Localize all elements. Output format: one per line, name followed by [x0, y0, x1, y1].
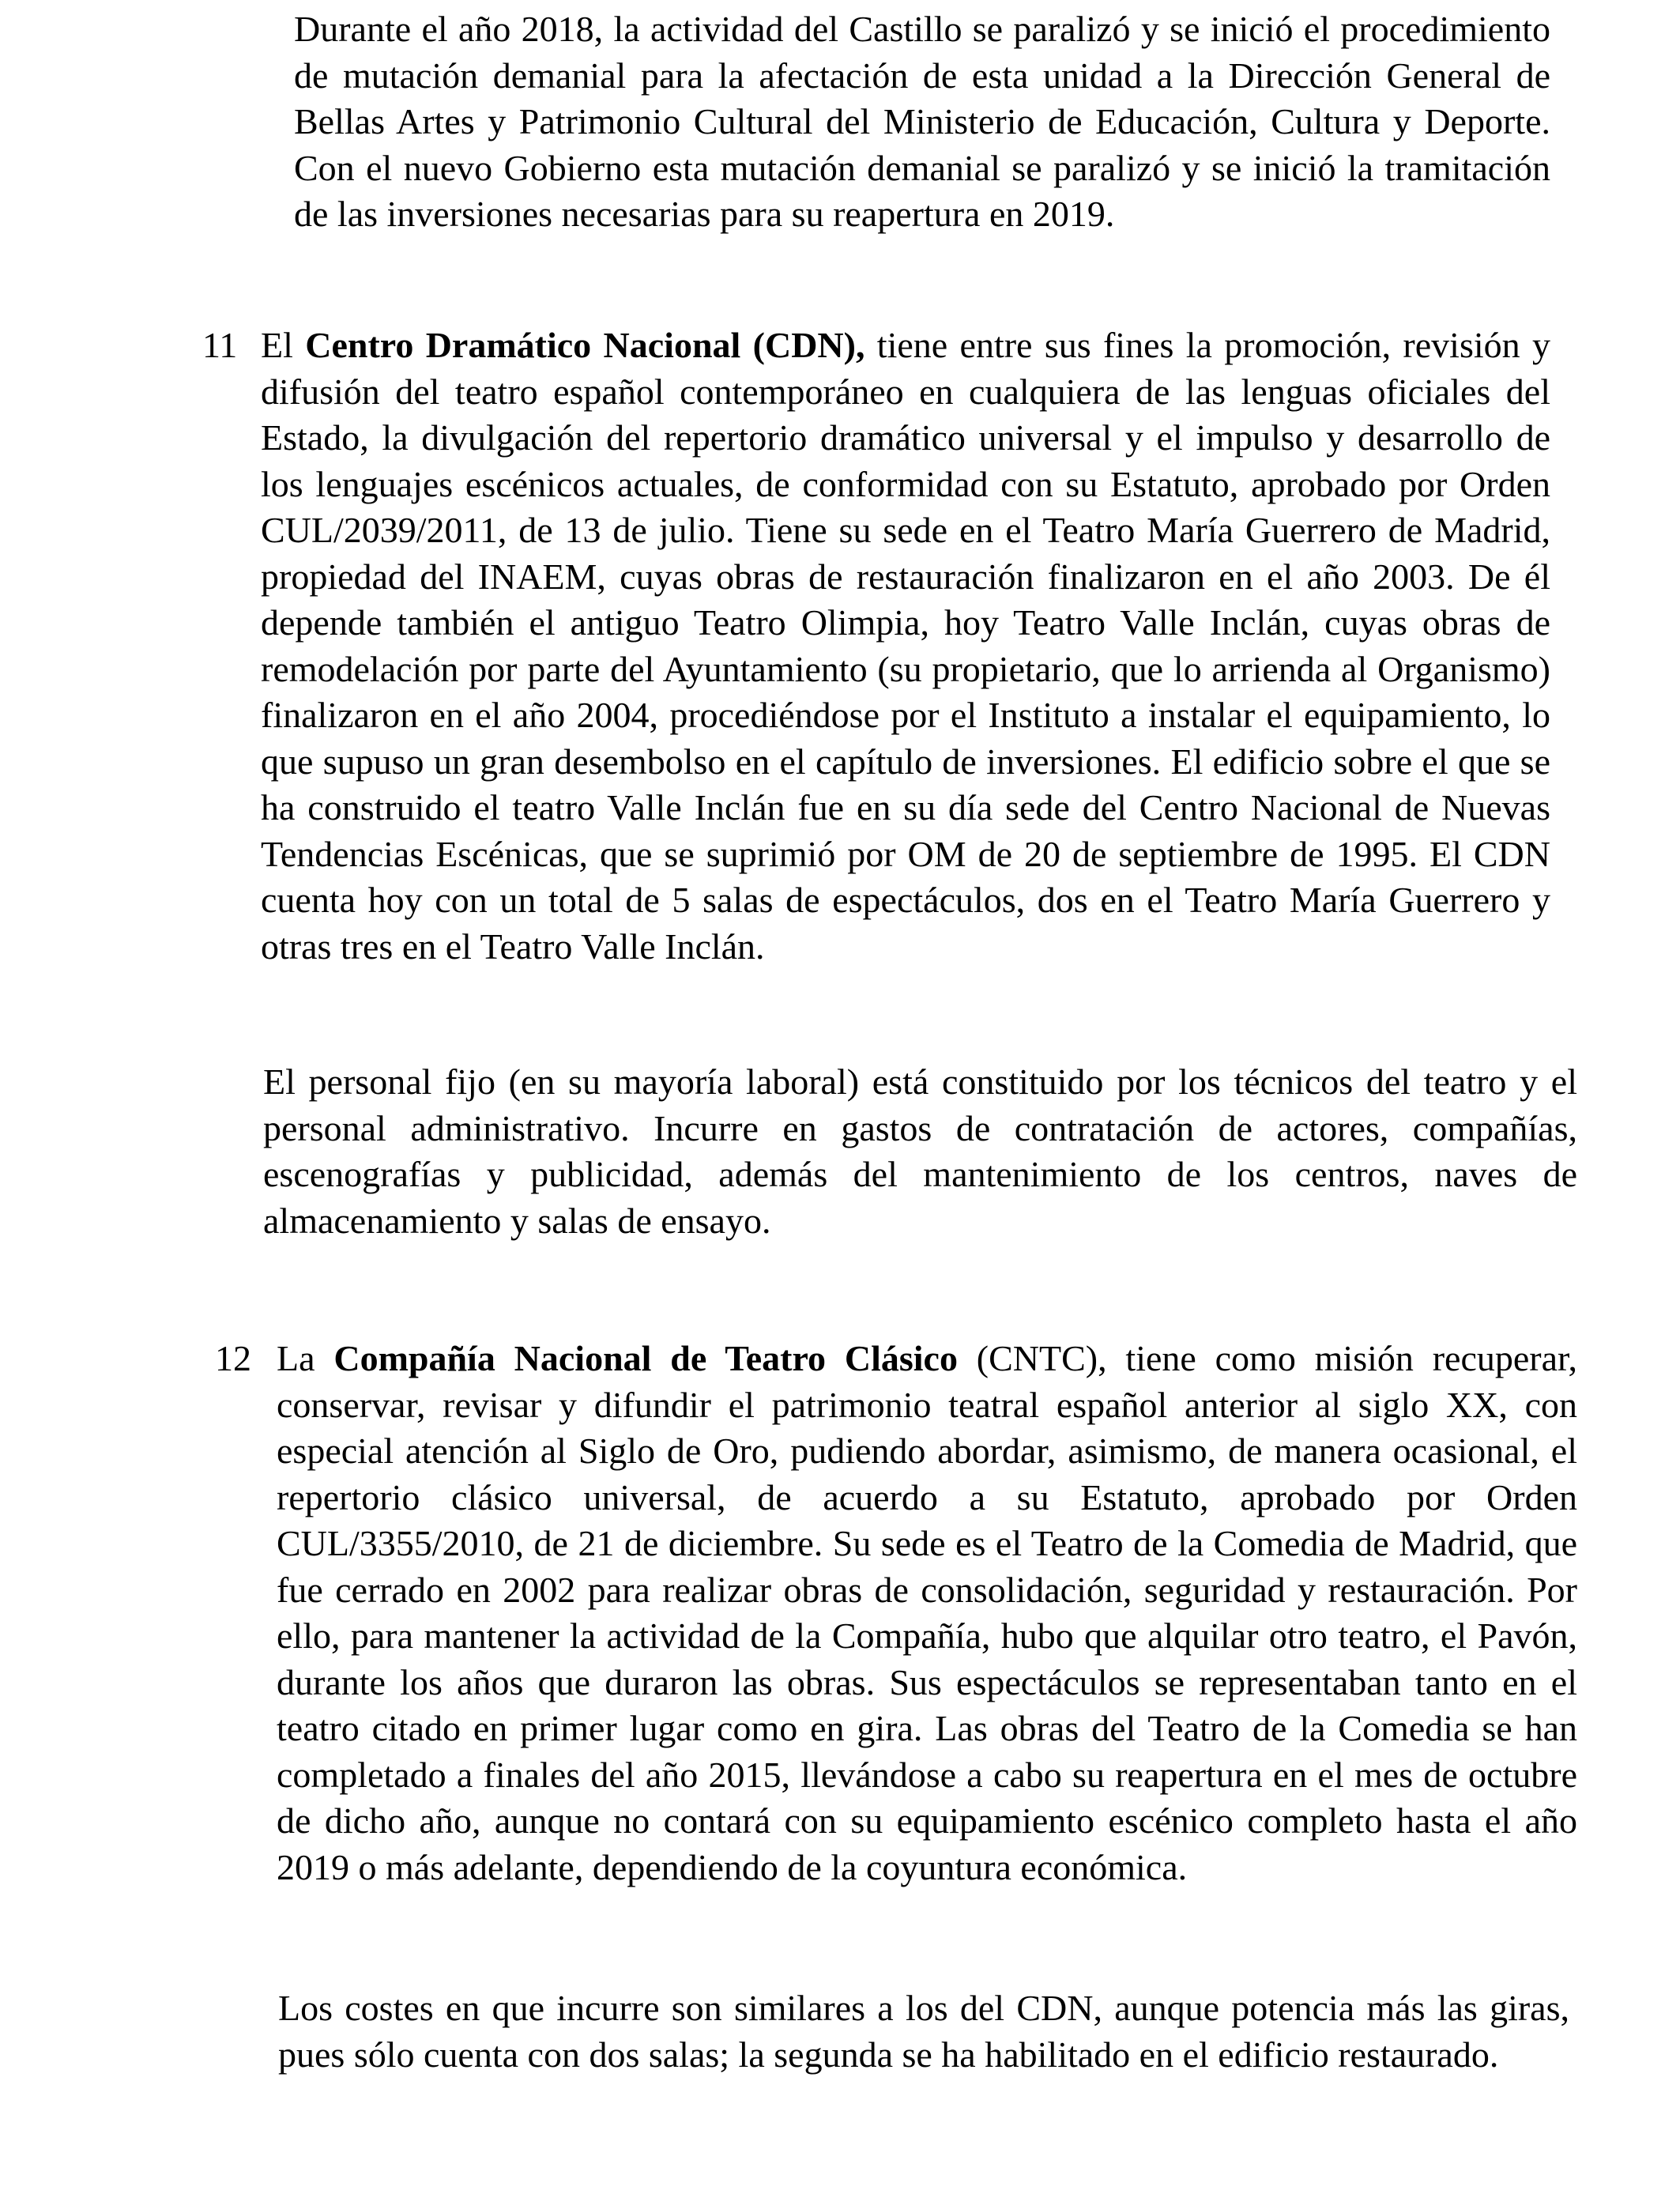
- item-12-number: 12: [215, 1338, 251, 1378]
- paragraph-costes: Los costes en que incurre son similares a los del CDN, aunque potencia más las giras, pues sólo cuenta con dos salas; la segunda se ha habilitado en el edificio restaurado.: [278, 1988, 1569, 2075]
- item-11-number: 11: [202, 325, 238, 365]
- item-11-lead: El: [261, 325, 306, 365]
- item-11-text: tiene entre sus fines la promoción, revisión y difusión del teatro español contemporáneo en cualquiera de las lenguas oficiales del Estado, la divulgación del repertorio dramático universal y el impulso y desarrollo de los lenguajes escénicos actuales, de conformidad con su Estatuto, aprobado por Orden CUL/2039/2011, de 13 de julio. Tiene su sede en el Teatro María Guerrero de Madrid, propiedad del INAEM, cuyas obras de restauración finalizaron en el año 2003. De él depende también el antiguo Teatro Olimpia, hoy Teatro Valle Inclán, cuyas obras de remodelación por parte del Ayuntamiento (su propietario, que lo arrienda al Organismo) finalizaron en el año 2004, procediéndose por el Instituto a instalar el equipamiento, lo que supuso un gran desembolso en el capítulo de inversiones. El edificio sobre el que se ha construido el teatro Valle Inclán fue en su día sede del Centro Nacional de Nuevas Tendencias Escénicas, que se suprimió por OM de 20 de septiembre de 1995. El CDN cuenta hoy con un total de 5 salas de espectáculos, dos en el Teatro María Guerrero y otras tres en el Teatro Valle Inclán.: [261, 325, 1550, 967]
- item-12-lead: La: [277, 1338, 334, 1378]
- item-12-title: Compañía Nacional de Teatro Clásico: [333, 1338, 958, 1378]
- paragraph-castillo: Durante el año 2018, la actividad del Castillo se paralizó y se inició el procedimiento de mutación demanial para la afectación de esta unidad a la Dirección General de Bellas Artes y Patrimonio Cultural del Ministerio de Educación, Cultura y Deporte. Con el nuevo Gobierno esta mutación demanial se paralizó y se inició la tramitación de las inversiones necesarias para su reapertura en 2019.: [294, 9, 1550, 234]
- item-12-text: (CNTC), tiene como misión recuperar, conservar, revisar y difundir el patrimonio teatral español anterior al siglo XX, con especial atención al Siglo de Oro, pudiendo abordar, asimismo, de manera ocasional, el repertorio clásico universal, de acuerdo a su Estatuto, aprobado por Orden CUL/3355/2010, de 21 de diciembre. Su sede es el Teatro de la Comedia de Madrid, que fue cerrado en 2002 para realizar obras de consolidación, seguridad y restauración. Por ello, para mantener la actividad de la Compañía, hubo que alquilar otro teatro, el Pavón, durante los años que duraron las obras. Sus espectáculos se representaban tanto en el teatro citado en primer lugar como en gira. Las obras del Teatro de la Comedia se han completado a finales del año 2015, llevándose a cabo su reapertura en el mes de octubre de dicho año, aunque no contará con su equipamiento escénico completo hasta el año 2019 o más adelante, dependiendo de la coyuntura económica.: [277, 1338, 1578, 1887]
- paragraph-personal: El personal fijo (en su mayoría laboral) está constituido por los técnicos del teatro y el personal administrativo. Incurre en gastos de contratación de actores, compañías, escenografías y publicidad, además del mantenimiento de los centros, naves de almacenamiento y salas de ensayo.: [263, 1061, 1577, 1241]
- item-11-title: Centro Dramático Nacional (CDN),: [305, 325, 865, 365]
- item-11-cdn: [261, 322, 1550, 970]
- item-12-cntc: [277, 1336, 1577, 1891]
